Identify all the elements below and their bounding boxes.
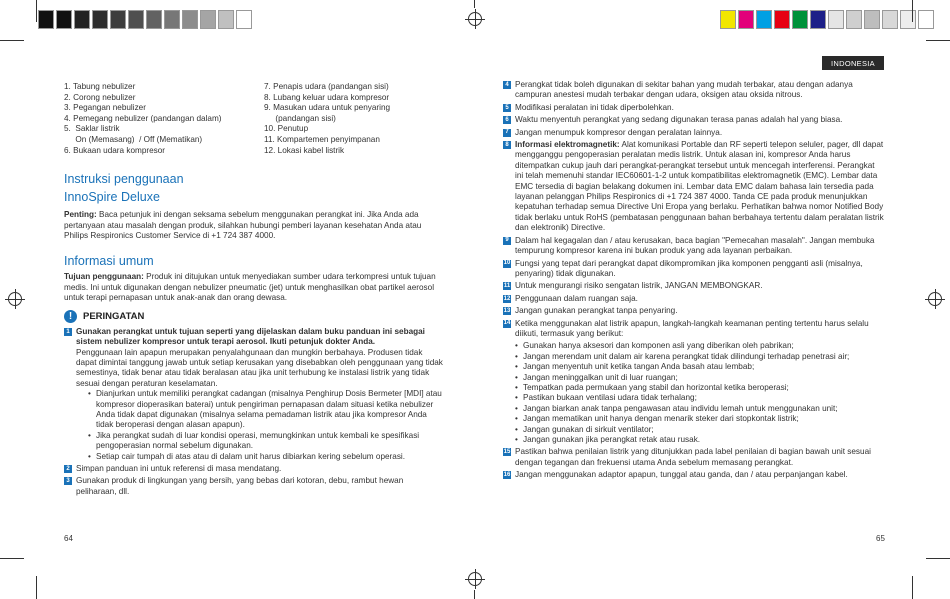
color-swatch — [110, 10, 126, 29]
warning-item-11 — [503, 281, 885, 291]
bullet-icon: • — [88, 389, 91, 399]
bullet-icon: • — [515, 403, 518, 413]
warning-item-14 — [503, 319, 885, 340]
item-number: 15 — [503, 449, 511, 456]
bullet-text: Jangan gunakan jika perangkat retak atau rusak. — [523, 435, 701, 444]
bullet-icon: • — [515, 372, 518, 382]
item-number: 8 — [503, 141, 511, 149]
bullet-item — [503, 414, 885, 424]
product-name: InnoSpire Deluxe — [64, 190, 160, 205]
important-text: Baca petunjuk ini dengan seksama sebelum menggunakan perangkat ini. Jika Anda ada pertanyaan atau masalah dengan produk, silahkan hubungi pemberi layanan kesehatan Anda atau Philips Respironics Customer Service di +1 724 387 4000. — [64, 210, 422, 241]
bullet-item — [503, 435, 885, 445]
bullet-icon: • — [515, 362, 518, 372]
bullet-icon: • — [515, 351, 518, 361]
parts-list-item: 9. Masukan udara untuk penyaring — [264, 103, 391, 113]
parts-list-item: 1. Tabung nebulizer — [64, 82, 136, 91]
warning-icon: ! — [64, 310, 77, 323]
item-number: 7 — [503, 129, 511, 137]
warning-title: PERINGATAN — [83, 310, 145, 322]
warning-item-body: Dalam hal kegagalan dan / atau kerusakan, baca bagian "Pemecahan masalah". Jangan membuka tempurung kompresor karena ini bukan produk yang ada layanan perbaikan. — [515, 235, 875, 256]
bullet-item — [503, 383, 885, 393]
color-swatch — [792, 10, 808, 29]
warning-item-bold: Informasi elektromagnetik: — [515, 140, 620, 150]
grayscale-color-bar — [38, 10, 254, 29]
color-swatch — [74, 10, 90, 29]
warning-item-10 — [503, 259, 885, 280]
bullet-text: Pastikan bukaan ventilasi udara tidak terhalang; — [523, 393, 697, 403]
process-color-bar — [720, 10, 936, 29]
language-tag: INDONESIA — [822, 56, 884, 70]
parts-list-item: On (Memasang) / Off (Mematikan) — [64, 134, 203, 144]
warning-item-5 — [503, 103, 885, 113]
item-number: 11 — [503, 283, 511, 290]
color-swatch — [128, 10, 144, 29]
bullet-text: Jangan mematikan unit hanya dengan menarik steker dari stopkontak listrik; — [523, 414, 799, 424]
bullet-item — [503, 352, 885, 362]
bullet-item — [503, 404, 885, 414]
item-number: 16 — [503, 472, 511, 479]
warning-item-9 — [503, 236, 885, 257]
bullet-item — [503, 341, 885, 351]
bullet-text: Jangan menyentuh unit ketika tangan Anda basah atau lembab; — [523, 362, 755, 372]
intended-use — [64, 272, 444, 304]
bullet-icon: • — [515, 382, 518, 392]
safety-bullets — [503, 341, 885, 445]
warning-item-7 — [503, 128, 885, 138]
warning-item-1 — [64, 327, 444, 462]
color-swatch — [810, 10, 826, 29]
warning-heading — [64, 310, 444, 323]
bullet-item — [503, 362, 885, 372]
bullet-text: Setiap cair tumpah di atas atau di dalam unit harus dibiarkan kering sebelum operasi. — [96, 451, 406, 461]
color-swatch — [218, 10, 234, 29]
warning-item-6 — [503, 115, 885, 125]
warning-item-2 — [64, 464, 444, 474]
warning-items-right — [503, 80, 885, 339]
warning-item-15 — [503, 447, 885, 468]
item-number: 6 — [503, 116, 511, 124]
warning-item-body: Modifikasi peralatan ini tidak diperbolehkan. — [515, 102, 674, 112]
warning-item-16 — [503, 470, 885, 480]
item-number: 13 — [503, 307, 511, 314]
warning-item-16-text: Jangan menggunakan adaptor apapun, tunggal atau ganda, dan / atau perpanjangan kabel. — [515, 470, 848, 480]
bullet-icon: • — [515, 341, 518, 351]
color-swatch — [738, 10, 754, 29]
bullet-text: Jika perangkat sudah di luar kondisi operasi, memungkinkan untuk kembali ke spesifikasi pengoperasian normal sebelum digunakan. — [96, 430, 420, 451]
parts-list — [64, 82, 444, 156]
right-page — [503, 80, 885, 483]
registration-mark-bottom — [468, 572, 482, 586]
warning-item-body: Fungsi yang tepat dari perangkat dapat dikompromikan jika komponen pengganti asli (misalnya, penyaring) tidak digunakan. — [515, 258, 863, 278]
bullet-icon: • — [88, 451, 91, 461]
color-swatch — [236, 10, 252, 29]
warning-item-text — [515, 306, 678, 316]
bullet-item — [76, 389, 444, 431]
page-number-left: 64 — [64, 534, 73, 543]
bullet-text: Tempatkan pada permukaan yang stabil dan horizontal ketika beroperasi; — [523, 382, 789, 392]
page-number-right: 65 — [876, 534, 885, 543]
bullet-item — [76, 452, 444, 462]
warning-item-body: Ketika menggunakan alat listrik apapun, langkah-langkah keamanan penting tertentu harus selalu diikuti, termasuk yang berikut: — [515, 318, 869, 338]
bullet-text: Dianjurkan untuk memiliki perangkat cadangan (misalnya Penghirup Dosis Bermeter [MDI] atau kompresor dioperasikan baterai) untuk pengiriman pernapasan dalam situasi ketika nebulizer Anda tidak dapat digunakan (misalnya selama pemadaman listrik atau jika kompresor Anda tidak beroperasi dengan alasan apapun). — [96, 389, 442, 430]
registration-mark-right — [928, 292, 942, 306]
bullet-text: Jangan meninggalkan unit di luar ruangan; — [523, 372, 678, 382]
warning-item-text — [515, 259, 885, 280]
warning-bullets — [76, 389, 444, 462]
warning-item-8 — [503, 140, 885, 234]
warning-item-13 — [503, 306, 885, 316]
bullet-text: Jangan biarkan anak tanpa pengawasan atau individu lemah untuk menggunakan unit; — [523, 403, 838, 413]
item-number: 3 — [64, 477, 72, 485]
bullet-text: Jangan merendam unit dalam air karena perangkat tidak dilindungi terhadap penetrasi air; — [523, 351, 850, 361]
important-label: Penting: — [64, 210, 97, 220]
warning-item-text — [515, 319, 885, 340]
left-page — [64, 82, 444, 499]
parts-list-item: 8. Lubang keluar udara kompresor — [264, 92, 390, 102]
bullet-item — [76, 431, 444, 452]
warning-item-1-text: Penggunaan lain apapun merupakan penyalahgunaan dan mungkin berbahaya. Produsen tidak dapat dimintai tanggung jawab untuk setiap kerusakan yang disebabkan oleh penggunaan yang tidak semestinya, tidak benar atau tidak beralasan atau jika unit terhubung ke instalasi listrik yang tidak sesuai dengan peraturan keselamatan. — [76, 347, 443, 388]
section-heading-instructions: Instruksi penggunaan — [64, 172, 184, 187]
warning-item-body: Jangan gunakan perangkat tanpa penyaring. — [515, 306, 678, 316]
color-swatch — [164, 10, 180, 29]
warning-item-text — [515, 236, 885, 257]
parts-list-column-2 — [264, 82, 444, 156]
warning-item-body: Alat komunikasi Portable dan RF seperti telepon seluler, pager, dll dapat mengganggu pengoperasian peralatan medis listrik. Untuk alasan ini, kompresor Anda harus ditempatkan cukup jauh dari perangkat-perangkat tersebut untuk mencegah interferensi. Perangkat ini telah memenuhi standar IEC60601-1-2 untuk kompatibilitas elektromagnetik (EMC). Lembar data EMC tersedia di bagian belakang dokumen ini. Lembar data EMC dalam bahasa lain tersedia pada layanan pelanggan Philips Respironics di +1 724 387 4000. Tanda CE pada produk menunjukkan kepatuhan terhadap semua Directive Uni Eropa yang berlaku. Perhatikan bahwa nomor Notified Body tidak berlaku untuk RoHS (pembatasan penggunaan bahan berbahaya tertentu dalam peralatan listrik dan elektronik) Directive. — [515, 140, 884, 233]
parts-list-item: 12. Lokasi kabel listrik — [264, 145, 345, 155]
bullet-item — [503, 425, 885, 435]
warning-item-3 — [64, 476, 444, 497]
parts-list-item: 7. Penapis udara (pandangan sisi) — [264, 82, 389, 91]
bullet-item — [503, 393, 885, 403]
color-swatch — [56, 10, 72, 29]
item-number: 2 — [64, 465, 72, 473]
warning-item-text — [515, 128, 722, 138]
parts-list-column-1 — [64, 82, 264, 156]
bullet-icon: • — [88, 430, 91, 440]
bullet-icon: • — [515, 393, 518, 403]
warning-item-text — [515, 80, 885, 101]
registration-mark-left — [8, 292, 22, 306]
warning-item-text — [515, 140, 885, 234]
color-swatch — [774, 10, 790, 29]
bullet-icon: • — [515, 424, 518, 434]
warning-item-body: Perangkat tidak boleh digunakan di sekitar bahan yang mudah terbakar, atau dengan adanya campuran anestesi mudah terbakar dengan udara, oksigen atau oksida nitrous. — [515, 80, 853, 100]
item-number: 1 — [64, 328, 72, 336]
color-swatch — [720, 10, 736, 29]
parts-list-item: (pandangan sisi) — [264, 113, 336, 123]
color-swatch — [182, 10, 198, 29]
color-swatch — [864, 10, 880, 29]
bullet-icon: • — [515, 435, 518, 444]
color-swatch — [828, 10, 844, 29]
bullet-text: Gunakan hanya aksesori dan komponen asli yang diberikan oleh pabrikan; — [523, 341, 794, 351]
color-swatch — [882, 10, 898, 29]
parts-list-item: 5. Saklar listrik — [64, 124, 120, 134]
item-number: 9 — [503, 237, 511, 245]
color-swatch — [200, 10, 216, 29]
color-swatch — [846, 10, 862, 29]
bullet-icon: • — [515, 414, 518, 424]
color-swatch — [918, 10, 934, 29]
registration-mark-top — [468, 12, 482, 26]
parts-list-item: 10. Penutup — [264, 124, 309, 134]
color-swatch — [92, 10, 108, 29]
warning-item-4 — [503, 80, 885, 101]
warning-item-12 — [503, 294, 885, 304]
intended-use-text: Produk ini ditujukan untuk menyediakan sumber udara terkompresi untuk tujuan medis. Ini untuk digunakan dengan nebulizer pneumatic (jet) untuk menghasilkan obat partikel aerosol untuk terapi pernapasan untuk anak-anak dan orang dewasa. — [64, 271, 436, 303]
warning-item-body: Untuk mengurangi risiko sengatan listrik, JANGAN MEMBONGKAR. — [515, 281, 763, 291]
warning-item-2-text: Simpan panduan ini untuk referensi di masa mendatang. — [76, 464, 282, 473]
parts-list-item: 11. Kompartemen penyimpanan — [264, 134, 380, 144]
warning-item-body: Waktu menyentuh perangkat yang sedang digunakan terasa panas adalah hal yang biasa. — [515, 115, 843, 125]
warning-item-15-text: Pastikan bahwa penilaian listrik yang ditunjukkan pada label penilaian di bagian bawah unit sesuai dengan tegangan dan frekuensi utama Anda sebelum memasang perangkat. — [515, 447, 871, 467]
warning-item-body: Jangan menumpuk kompresor dengan peralatan lainnya. — [515, 127, 723, 137]
item-number: 10 — [503, 260, 511, 267]
item-number: 5 — [503, 104, 511, 112]
section-heading-general: Informasi umum — [64, 253, 154, 268]
item-number: 4 — [503, 81, 511, 89]
color-swatch — [38, 10, 54, 29]
warning-item-text — [515, 281, 763, 291]
warning-item-text — [515, 115, 842, 125]
color-swatch — [756, 10, 772, 29]
color-swatch — [900, 10, 916, 29]
important-note — [64, 210, 444, 242]
intended-use-label: Tujuan penggunaan: — [64, 271, 144, 281]
parts-list-item: 6. Bukaan udara kompresor — [64, 145, 166, 155]
color-swatch — [146, 10, 162, 29]
warning-item-body: Penggunaan dalam ruangan saja. — [515, 293, 638, 303]
warning-item-1-bold: Gunakan perangkat untuk tujuan seperti yang dijelaskan dalam buku panduan ini sebagai sistem nebulizer kompresor untuk terapi aerosol. Ikuti petunjuk dokter Anda. — [76, 326, 425, 347]
warning-item-text — [515, 103, 674, 113]
item-number: 12 — [503, 295, 511, 302]
parts-list-item: 2. Corong nebulizer — [64, 92, 136, 102]
bullet-item — [503, 373, 885, 383]
item-number: 14 — [503, 320, 511, 327]
warning-item-3-text: Gunakan produk di lingkungan yang bersih, yang bebas dari kotoran, debu, rambut hewan peliharaan, dll. — [76, 476, 404, 496]
parts-list-item: 3. Pegangan nebulizer — [64, 103, 146, 113]
parts-list-item: 4. Pemegang nebulizer (pandangan dalam) — [64, 113, 222, 123]
warning-item-text — [515, 294, 638, 304]
bullet-text: Jangan gunakan di sirkuit ventilator; — [523, 424, 654, 434]
